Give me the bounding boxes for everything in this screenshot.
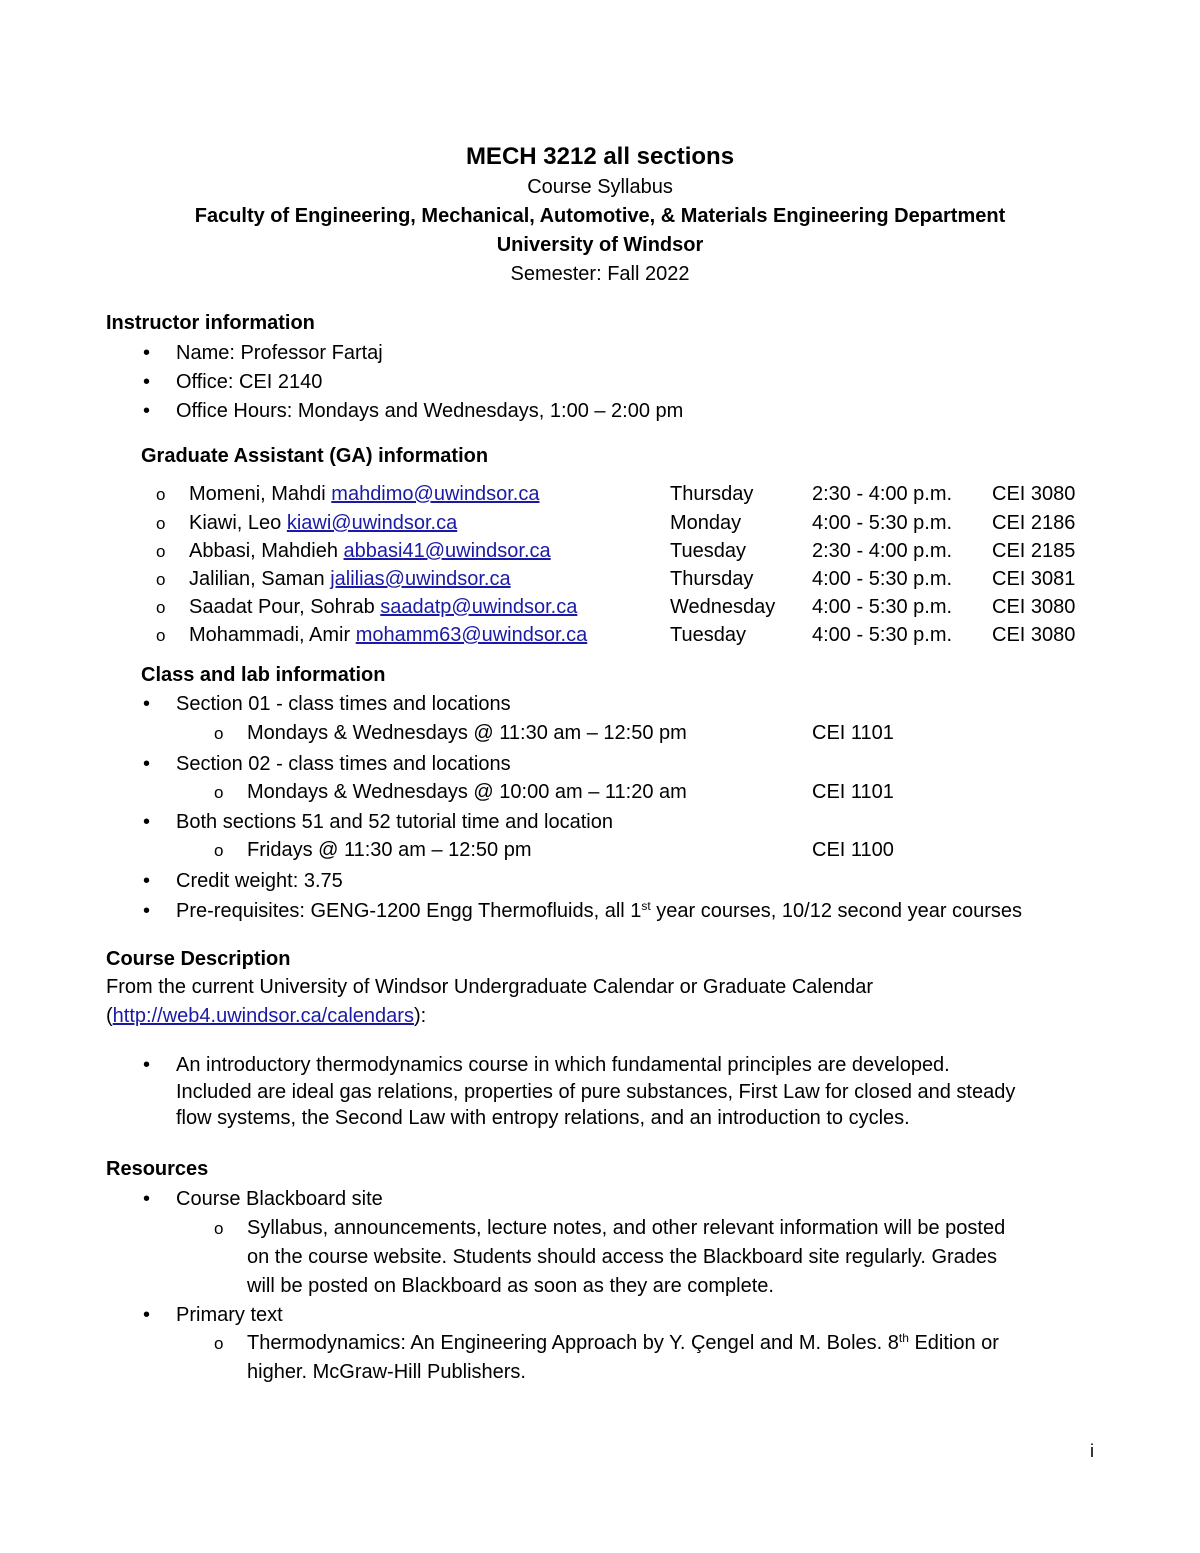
ga-day: Thursday [670,568,754,590]
calendar-link[interactable]: http://web4.uwindsor.ca/calendars [112,1005,414,1027]
blackboard-text-line-3: will be posted on Blackboard as soon as they are complete. [247,1275,774,1297]
ga-day: Tuesday [670,540,746,562]
ga-room: CEI 2185 [992,540,1076,562]
textbook-line-2: higher. McGraw-Hill Publishers. [247,1361,526,1383]
ga-time: 4:00 - 5:30 p.m. [812,512,953,534]
ga-time: 4:00 - 5:30 p.m. [812,596,953,618]
subtitle: Course Syllabus [527,176,673,198]
instructor-office: • Office: CEI 2140 [176,368,322,397]
description-heading: Course Description [106,948,291,970]
ga-email-link[interactable]: saadatp@uwindsor.ca [380,596,578,618]
ga-email-link[interactable]: mahdimo@uwindsor.ca [331,483,540,505]
description-text-line-3: flow systems, the Second Law with entropy relations, and an introduction to cycles. [176,1107,910,1129]
description-text-line-2: Included are ideal gas relations, properties of pure substances, First Law for closed and steady [176,1081,1016,1103]
blackboard-item: • Course Blackboard site [176,1185,383,1214]
ga-room: CEI 2186 [992,512,1076,534]
resources-heading: Resources [106,1158,209,1180]
textbook-line-1: o Thermodynamics: An Engineering Approach by Y. Çengel and M. Boles. 8th Edition or [247,1329,999,1358]
tutorial-label: • Both sections 51 and 52 tutorial time and location [176,808,613,837]
description-intro: From the current University of Windsor Undergraduate Calendar or Graduate Calendar [106,976,874,998]
ga-time: 4:00 - 5:30 p.m. [812,568,953,590]
prerequisites: • Pre-requisites: GENG-1200 Engg Thermofluids, all 1st year courses, 10/12 second year courses [176,897,1022,926]
calendar-link-line: (http://web4.uwindsor.ca/calendars): [106,1005,427,1027]
ga-heading: Graduate Assistant (GA) information [141,445,489,467]
section-02-time: o Mondays & Wednesdays @ 10:00 am – 11:20 am [247,778,687,807]
section-02-label: • Section 02 - class times and locations [176,750,511,779]
faculty-line: Faculty of Engineering, Mechanical, Automotive, & Materials Engineering Department [194,205,1006,227]
ga-name: Saadat Pour, Sohrab [189,596,381,618]
ga-email-link[interactable]: kiawi@uwindsor.ca [286,512,458,534]
section-01-room: CEI 1101 [812,722,894,744]
tutorial-time: o Fridays @ 11:30 am – 12:50 pm [247,836,532,865]
ga-day: Thursday [670,483,754,505]
ga-room: CEI 3080 [992,624,1076,646]
instructor-hours: • Office Hours: Mondays and Wednesdays, 1:00 – 2:00 pm [176,397,683,426]
ga-email-link[interactable]: mohamm63@uwindsor.ca [355,624,588,646]
ga-time: 2:30 - 4:00 p.m. [812,540,953,562]
blackboard-text-line-2: on the course website. Students should access the Blackboard site regularly. Grades [247,1246,998,1268]
ga-day: Wednesday [670,596,776,618]
ga-room: CEI 3080 [992,483,1076,505]
ga-room: CEI 3080 [992,596,1076,618]
ga-time: 4:00 - 5:30 p.m. [812,624,953,646]
description-text-line-1: • An introductory thermodynamics course in which fundamental principles are developed. [176,1051,950,1080]
section-01-time: o Mondays & Wednesdays @ 11:30 am – 12:50 pm [247,719,687,748]
ga-name: Abbasi, Mahdieh [189,540,344,562]
class-heading: Class and lab information [141,664,386,686]
ga-name: Mohammadi, Amir [189,624,356,646]
ga-name: Jalilian, Saman [189,568,331,590]
section-01-label: • Section 01 - class times and locations [176,690,511,719]
ga-email-link[interactable]: abbasi41@uwindsor.ca [343,540,551,562]
primary-text-item: • Primary text [176,1301,283,1330]
university-line: University of Windsor [496,234,704,256]
ga-name: Momeni, Mahdi [189,483,332,505]
credit-weight: • Credit weight: 3.75 [176,867,343,896]
page-title: MECH 3212 all sections [465,143,735,170]
ga-email-link[interactable]: jalilias@uwindsor.ca [330,568,511,590]
page-number: i [1090,1441,1094,1461]
section-02-room: CEI 1101 [812,781,894,803]
ga-day: Monday [670,512,742,534]
ga-time: 2:30 - 4:00 p.m. [812,483,953,505]
instructor-heading: Instructor information [106,312,315,334]
tutorial-room: CEI 1100 [812,839,894,861]
ga-name: Kiawi, Leo [189,512,287,534]
semester-line: Semester: Fall 2022 [510,263,690,285]
ga-room: CEI 3081 [992,568,1076,590]
ga-day: Tuesday [670,624,746,646]
blackboard-text-line-1: o Syllabus, announcements, lecture notes, and other relevant information will be posted [247,1214,1005,1243]
instructor-name: • Name: Professor Fartaj [176,339,383,368]
